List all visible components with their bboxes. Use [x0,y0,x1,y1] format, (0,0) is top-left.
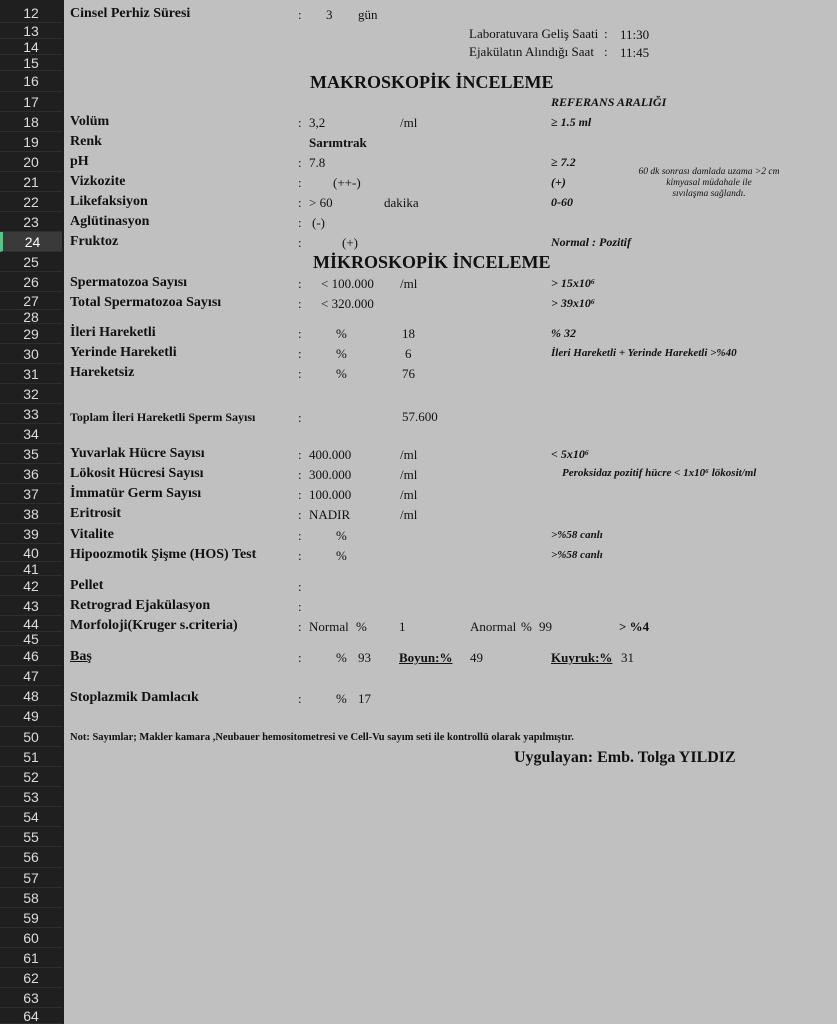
immature-germ-unit: /ml [400,487,418,502]
head-label: Baş [70,649,92,664]
row-number[interactable]: 27 [0,292,62,310]
color-label: Renk [70,134,102,149]
colon: : [298,276,302,291]
leukocyte-value: 300.000 [309,467,352,482]
fructose-label: Fruktoz [70,234,119,249]
fructose-ref: Normal : Pozitif [551,235,631,249]
row-number[interactable]: 45 [0,632,62,646]
colon: : [298,467,302,482]
sperm-count-label: Spermatozoa Sayısı [70,275,188,290]
row-number[interactable]: 14 [0,39,62,55]
colon: : [298,507,302,522]
total-sperm-label: Total Spermatozoa Sayısı [70,295,222,310]
leukocyte-ref: Peroksidaz pozitif hücre < 1x10⁶ lökosit/ml [562,467,757,479]
colon: : [298,115,302,130]
row-number[interactable]: 60 [0,928,62,948]
cinsel-unit: gün [358,7,378,22]
colon: : [298,599,302,614]
progressive-value: 18 [402,326,415,341]
row-number[interactable]: 30 [0,344,62,364]
cytoplasmic-droplet-value: 17 [358,691,371,706]
color-value: Sarımtrak [309,135,367,150]
colon: : [298,528,302,543]
volume-value: 3,2 [309,115,326,130]
liquefaction-unit: dakika [384,195,419,210]
percent-sign: % [336,346,347,361]
row-number[interactable]: 22 [0,192,62,212]
row-number[interactable]: 38 [0,504,62,524]
row-number[interactable]: 28 [0,310,62,324]
colon: : [298,650,302,665]
ph-value: 7.8 [309,155,326,170]
row-number[interactable]: 49 [0,706,62,727]
cytoplasmic-droplet-label: Stoplazmik Damlacık [70,690,199,705]
ejaculate-time-value: 11:45 [620,45,650,60]
row-number[interactable]: 42 [0,576,62,596]
row-number[interactable]: 52 [0,767,62,787]
row-number[interactable]: 56 [0,847,62,868]
colon: : [298,691,302,706]
ejaculate-time-label: Ejakülatın Alındığı Saat [469,44,594,59]
ph-label: pH [70,154,89,169]
colon: : [298,579,302,594]
row-number[interactable]: 18 [0,112,62,132]
morphology-normal-label: Normal [309,619,349,634]
colon: : [298,548,302,563]
percent-sign: % [356,619,367,634]
row-number[interactable]: 64 [0,1008,62,1024]
row-number[interactable]: 35 [0,444,62,464]
liquefaction-value: > 60 [309,195,333,210]
viscosity-note-line: kimyasal müdahale ile [666,177,752,188]
row-number[interactable]: 29 [0,324,62,344]
row-number[interactable]: 51 [0,747,62,767]
percent-sign: % [336,326,347,341]
round-cell-value: 400.000 [309,447,352,462]
row-number[interactable]: 50 [0,727,62,747]
row-number[interactable]: 31 [0,364,62,384]
liquefaction-label: Likefaksiyon [70,194,148,209]
head-value: 93 [358,650,371,665]
progressive-label: İleri Hareketli [70,325,156,340]
leukocyte-label: Lökosit Hücresi Sayısı [70,466,204,481]
footer-note: Not: Sayımlar; Makler kamara ,Neubauer hemositometresi ve Cell-Vu sayım seti ile kontrollü olarak yapılmıştır. [70,732,574,743]
colon: : [298,155,302,170]
colon: : [298,195,302,210]
row-number[interactable]: 25 [0,252,62,272]
fructose-value: (+) [342,235,358,250]
volume-unit: /ml [400,115,418,130]
viscosity-label: Vizkozite [70,174,126,189]
total-sperm-ref: > 39x10⁶ [551,296,596,310]
retrograde-label: Retrograd Ejakülasyon [70,598,211,613]
volume-label: Volüm [70,114,110,129]
row-number[interactable]: 13 [0,23,62,39]
row-number[interactable]: 16 [0,71,62,92]
colon: : [298,487,302,502]
morphology-label: Morfoloji(Kruger s.criteria) [70,618,238,633]
row-number[interactable]: 46 [0,646,62,666]
colon: : [298,410,302,425]
row-number[interactable]: 59 [0,908,62,928]
percent-sign: % [336,528,347,543]
colon: : [298,215,302,230]
row-number[interactable]: 48 [0,686,62,706]
leukocyte-unit: /ml [400,467,418,482]
colon: : [298,346,302,361]
percent-sign: % [336,366,347,381]
row-number[interactable]: 63 [0,988,62,1008]
viscosity-value: (++-) [333,175,361,190]
reference-range-title: REFERANS ARALIĞI [551,95,667,109]
immature-germ-value: 100.000 [309,487,352,502]
tail-label: Kuyruk:% [551,650,613,665]
row-number[interactable]: 17 [0,92,62,112]
volume-ref: ≥ 1.5 ml [551,115,592,129]
row-number[interactable]: 33 [0,404,62,424]
agglutination-label: Aglütinasyon [70,214,150,229]
row-number[interactable]: 15 [0,55,62,71]
makro-section-title: MAKROSKOPİK İNCELEME [310,72,554,92]
immotile-value: 76 [402,366,415,381]
nonprogressive-label: Yerinde Hareketli [70,345,177,360]
percent-sign: % [336,650,347,665]
row-number[interactable]: 40 [0,544,62,562]
viscosity-ref: (+) [551,175,566,189]
vitality-label: Vitalite [70,527,114,542]
ph-ref: ≥ 7.2 [551,155,576,169]
percent-sign: % [521,619,532,634]
percent-sign: % [336,548,347,563]
signature: Uygulayan: Emb. Tolga YILDIZ [514,749,736,766]
neck-label: Boyun:% [399,650,453,665]
colon: : [604,44,608,59]
motility-ref: İleri Hareketli + Yerinde Hareketli >%40 [551,347,737,359]
morphology-ref: > %4 [619,619,650,634]
colon: : [298,447,302,462]
total-sperm-value: < 320.000 [321,296,374,311]
colon: : [298,366,302,381]
colon: : [298,619,302,634]
progressive-ref: % 32 [551,326,576,340]
row-number[interactable]: 12 [0,3,62,23]
erythrocyte-label: Eritrosit [70,506,122,521]
colon: : [604,26,608,41]
morphology-normal-value: 1 [399,619,406,634]
immature-germ-label: İmmatür Germ Sayısı [70,486,202,501]
row-number[interactable]: 61 [0,948,62,968]
percent-sign: % [336,691,347,706]
morphology-abnormal-label: Anormal [470,619,517,634]
viscosity-note [619,167,799,200]
row-number[interactable]: 23 [0,212,62,232]
viscosity-note-line: 60 dk sonrası damlada uzama >2 cm [638,167,780,177]
vitality-ref: >%58 canlı [551,529,603,541]
row-number[interactable]: 54 [0,807,62,827]
sperm-count-ref: > 15x10⁶ [551,276,596,290]
morphology-abnormal-value: 99 [539,619,552,634]
neck-value: 49 [470,650,483,665]
colon: : [298,175,302,190]
hos-test-label: Hipoozmotik Şişme (HOS) Test [70,547,257,562]
sperm-count-unit: /ml [400,276,418,291]
sperm-count-value: < 100.000 [321,276,374,291]
row-number[interactable]: 32 [0,384,62,404]
row-number[interactable]: 21 [0,172,62,192]
round-cell-label: Yuvarlak Hücre Sayısı [70,446,205,461]
row-number[interactable]: 41 [0,562,62,576]
hos-test-ref: >%58 canlı [551,549,603,561]
row-number[interactable]: 47 [0,666,62,686]
immotile-label: Hareketsiz [70,365,135,380]
total-progressive-label: Toplam İleri Hareketli Sperm Sayısı [70,410,256,424]
row-number[interactable]: 34 [0,424,62,444]
erythrocyte-unit: /ml [400,507,418,522]
agglutination-value: (-) [312,215,325,230]
pellet-label: Pellet [70,578,104,593]
lab-arrival-label: Laboratuvara Geliş Saati [469,26,599,41]
cinsel-value: 3 [326,7,333,22]
mikro-section-title: MİKROSKOPİK İNCELEME [313,252,551,272]
row-number[interactable]: 44 [0,616,62,632]
row-number[interactable]: 26 [0,272,62,292]
colon: : [298,326,302,341]
row-header-column[interactable] [0,0,64,1024]
total-progressive-value: 57.600 [402,409,438,424]
liquefaction-ref: 0-60 [551,195,573,209]
round-cell-ref: < 5x10⁶ [551,447,590,461]
row-number[interactable]: 39 [0,524,62,544]
viscosity-note-line: sıvılaşma sağlandı. [672,188,746,199]
colon: : [298,296,302,311]
round-cell-unit: /ml [400,447,418,462]
tail-value: 31 [621,650,634,665]
nonprogressive-value: 6 [405,346,412,361]
colon: : [298,7,302,22]
row-number[interactable]: 24 [0,232,62,252]
row-number[interactable]: 37 [0,484,62,504]
worksheet-area[interactable] [64,0,837,1024]
row-number[interactable]: 20 [0,152,62,172]
cinsel-label: Cinsel Perhiz Süresi [70,6,191,21]
row-number[interactable]: 43 [0,596,62,616]
colon: : [298,235,302,250]
row-number[interactable]: 36 [0,464,62,484]
row-number[interactable]: 53 [0,787,62,807]
row-number[interactable]: 19 [0,132,62,152]
erythrocyte-value: NADIR [309,507,351,522]
row-number[interactable]: 58 [0,888,62,908]
lab-arrival-value: 11:30 [620,27,650,42]
row-number[interactable]: 55 [0,827,62,847]
row-number[interactable]: 62 [0,968,62,988]
row-number[interactable]: 57 [0,868,62,888]
